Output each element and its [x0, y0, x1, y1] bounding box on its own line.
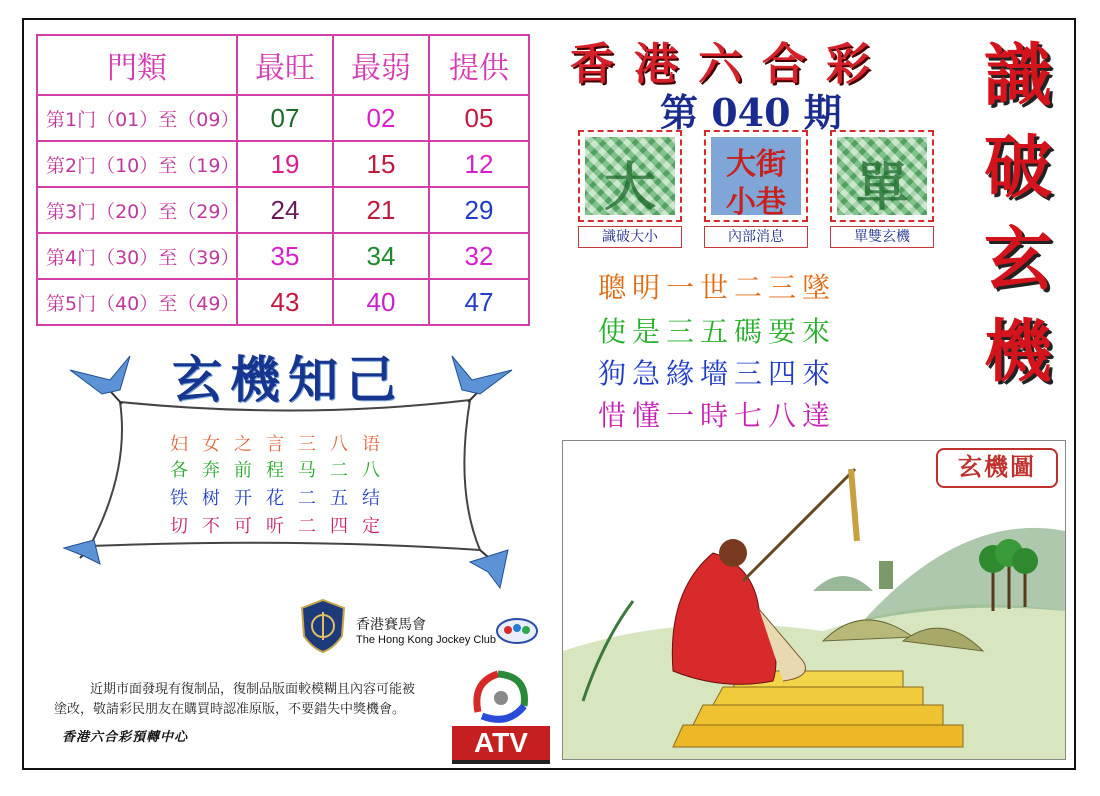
poem-line: 聰明一世二三墜: [598, 271, 837, 304]
verse-line: 妇女之言三八语: [170, 434, 394, 455]
tile-size: [578, 130, 682, 222]
verse-line: 铁树开花二五结: [170, 488, 394, 509]
table-row: [37, 279, 529, 325]
row-label: 第2门（10）至（19）: [37, 141, 237, 187]
mosaic-image: [837, 137, 927, 218]
tile-glyph: 大: [603, 157, 656, 218]
row-label: 第3门（20）至（29）: [37, 187, 237, 233]
atv-logo-icon: [468, 668, 534, 728]
table-row: [37, 233, 529, 279]
poem-line: 使是三五碼要來: [598, 315, 837, 348]
offer-number: 29: [429, 187, 529, 233]
vertical-title: 識破玄機: [983, 36, 1052, 392]
tile-line-1: 大街: [726, 147, 786, 182]
row-label: 第4门（30）至（39）: [37, 233, 237, 279]
hot-number: 35: [237, 233, 333, 279]
row-label: 第1门（01）至（09）: [37, 95, 237, 141]
cold-number: 40: [333, 279, 429, 325]
number-table: [36, 34, 530, 326]
verse-line: 切不可听二四定: [170, 516, 394, 537]
issue-number: 第 040 期: [660, 90, 842, 135]
atv-label: ATV: [452, 726, 550, 764]
tile-line-2: 小巷: [726, 185, 786, 220]
center-name: 香港六合彩預轉中心: [62, 730, 189, 745]
tile-glyph: 單: [855, 157, 908, 218]
tile-odd-even: [830, 130, 934, 222]
cold-number: 21: [333, 187, 429, 233]
hkjc-logo-icon: [298, 598, 348, 654]
tile-news: [704, 130, 808, 222]
row-label: 第5门（40）至（49）: [37, 279, 237, 325]
hot-number: 43: [237, 279, 333, 325]
hkjc-english: The Hong Kong Jockey Club: [356, 634, 497, 646]
offer-number: 32: [429, 233, 529, 279]
lottery-title: 香港六合彩: [570, 39, 890, 90]
cold-number: 34: [333, 233, 429, 279]
table-row: [37, 141, 529, 187]
offer-number: 12: [429, 141, 529, 187]
header-category: 門類: [37, 35, 237, 95]
news-panel: [711, 137, 801, 220]
hkjc-name: 香港賽馬會: [356, 617, 426, 633]
fishing-illustration: [562, 440, 1066, 760]
bird-icon: [70, 356, 130, 394]
cold-number: 15: [333, 141, 429, 187]
bird-icon: [452, 356, 512, 394]
header-cold: 最弱: [333, 35, 429, 95]
illustration-label: 玄機圖: [936, 448, 1058, 488]
notice-text: 近期市面發現有復制品，復制品版面較模糊且內容可能被塗改，敬請彩民朋友在購買時認准原版，不要錯失中獎機會。: [54, 682, 416, 717]
header-hot: 最旺: [237, 35, 333, 95]
poem-line: 惜懂一時七八達: [598, 399, 837, 432]
offer-number: 05: [429, 95, 529, 141]
scroll-title: 玄機知己: [172, 350, 404, 409]
table-row: [37, 95, 529, 141]
hot-number: 07: [237, 95, 333, 141]
mark-six-logo-icon: [494, 616, 540, 646]
bird-icon: [64, 540, 100, 564]
tile-caption: 單雙玄機: [830, 226, 934, 248]
offer-number: 47: [429, 279, 529, 325]
table-header-row: [37, 35, 529, 95]
tile-caption: 內部消息: [704, 226, 808, 248]
verse-line: 各奔前程马二八: [170, 460, 394, 481]
mosaic-image: [585, 137, 675, 218]
header-offer: 提供: [429, 35, 529, 95]
bird-icon: [470, 550, 508, 588]
cold-number: 02: [333, 95, 429, 141]
hot-number: 24: [237, 187, 333, 233]
table-row: [37, 187, 529, 233]
hot-number: 19: [237, 141, 333, 187]
tile-caption: 識破大小: [578, 226, 682, 248]
poem-line: 狗急緣墻三四來: [598, 357, 837, 390]
